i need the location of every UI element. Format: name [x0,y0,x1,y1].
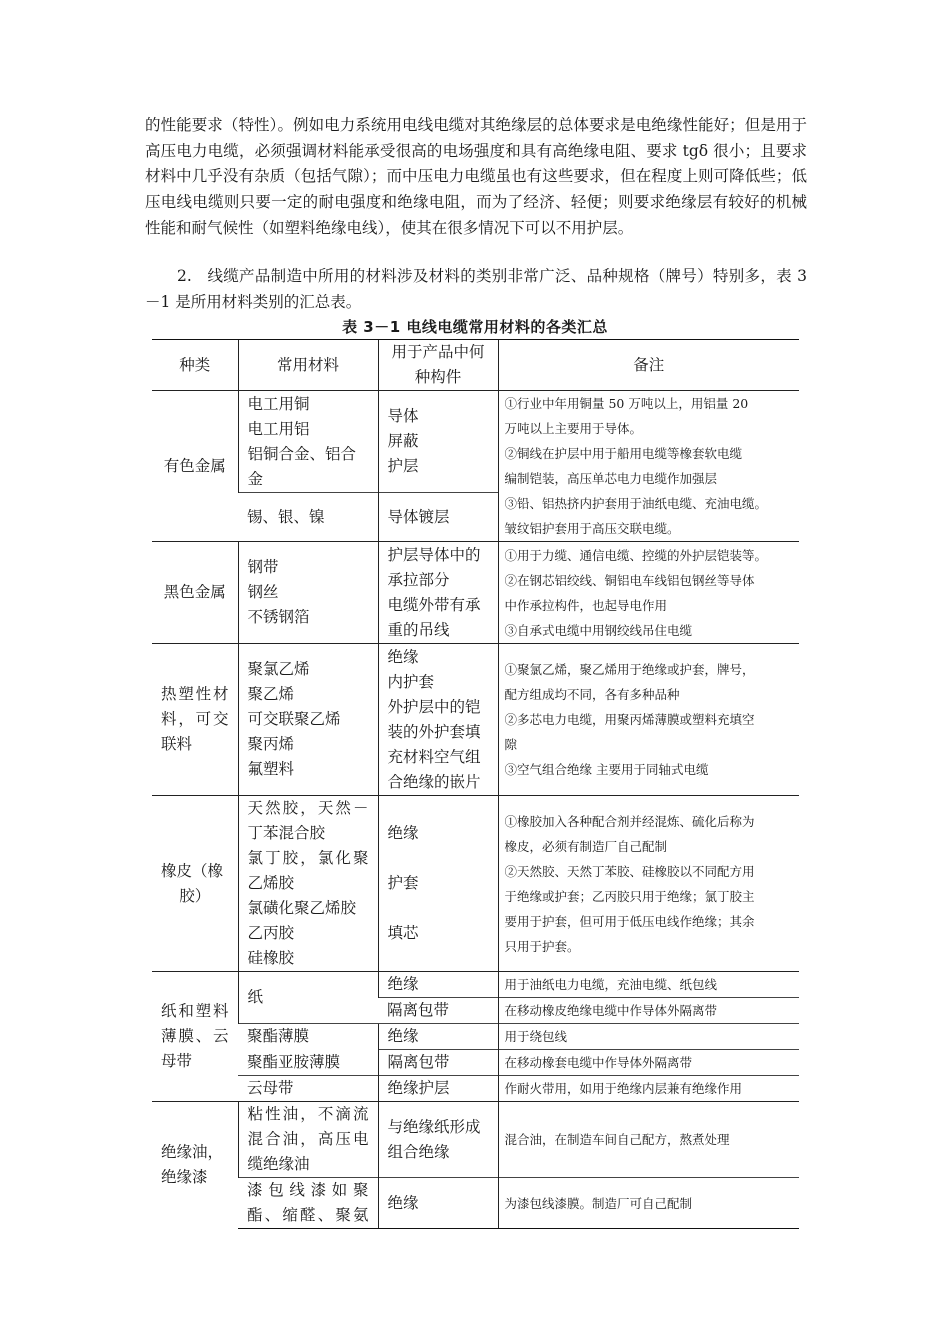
materials-thermoplastic: 聚氯乙烯 聚乙烯 可交联聚乙烯 聚丙烯 氟塑料 [238,644,378,796]
table-row-rubber [152,796,799,972]
components-thermoplastic: 绝缘 内护套 外护层中的铠 装的外护套填 充材料空气组 合绝缘的嵌片 [378,644,498,796]
table-row-paper-5 [152,1076,799,1102]
category-ferrous: 黑色金属 [152,542,238,644]
note-paper-1: 用于油纸电力电缆，充油电缆、纸包线 [498,972,799,998]
components-ferrous: 护层导体中的 承拉部分 电缆外带有承 重的吊线 [378,542,498,644]
material-paper-5: 云母带 [238,1076,378,1102]
note-oil: 混合油，在制造车间自己配方，熬煮处理 [498,1102,799,1178]
table-row-paper-3 [152,1024,799,1050]
notes-ferrous: ①用于力缆、通信电缆、控缆的外护层铠装等。 ②在钢芯铝绞线、铜铝电车线铝包钢丝等导体 中作承拉构件，也起导电作用 ③自承式电缆中用钢绞线吊住电缆 [498,542,799,644]
paragraph-number: 2. [177,267,192,285]
category-thermoplastic: 热塑性材 料，可交 联料 [152,644,238,796]
table-row-nonferrous [152,391,799,493]
note-paper-2: 在移动橡皮绝缘电缆中作导体外隔离带 [498,998,799,1024]
notes-thermoplastic: ①聚氯乙烯，聚乙烯用于绝缘或护套，牌号， 配方组成均不同，各有多种品种 ②多芯电力电缆，用聚丙烯薄膜或塑料充填空 隙 ③空气组合绝缘 主要用于同轴式电缆 [498,644,799,796]
materials-table [152,339,799,1229]
table-row-ferrous [152,542,799,644]
components-nonferrous-2: 导体镀层 [378,493,498,542]
component-paper-4: 隔离包带 [378,1050,498,1076]
header-material: 常用材料 [238,340,378,391]
component-paper-1: 绝缘 [378,972,498,998]
component-paper-5: 绝缘护层 [378,1076,498,1102]
notes-rubber: ①橡胶加入各种配合剂并经混炼、硫化后称为 橡皮，必须有制造厂自己配制 ②天然胶、天然丁苯胶、硅橡胶以不同配方用 于绝缘或护套；乙丙胶只用于绝缘；氯丁胶主 要用于护套，但可用于低压电线作绝缘；其余 只用于护套。 [498,796,799,972]
header-component: 用于产品中何 种构件 [378,340,498,391]
header-note: 备注 [498,340,799,391]
materials-ferrous: 钢带 钢丝 不锈钢箔 [238,542,378,644]
category-paper: 纸和塑料 薄膜、云 母带 [152,972,238,1102]
material-paper: 纸 [238,972,378,1024]
components-rubber: 绝缘 护套 填芯 [378,796,498,972]
materials-rubber: 天然胶，天然－ 丁苯混合胶 氯丁胶，氯化聚 乙烯胶 氯磺化聚乙烯胶 乙丙胶 硅橡胶 [238,796,378,972]
category-rubber: 橡皮（橡 胶） [152,796,238,972]
materials-nonferrous-2: 锡、银、镍 [238,493,378,542]
table-row-paper-4 [152,1050,799,1076]
components-oil: 与绝缘纸形成 组合绝缘 [378,1102,498,1178]
note-varnish: 为漆包线漆膜。制造厂可自己配制 [498,1178,799,1229]
materials-nonferrous-1: 电工用铜 电工用铝 铝铜合金、铝合 金 [238,391,378,493]
material-paper-3: 聚酯薄膜 [238,1024,378,1050]
notes-nonferrous: ①行业中年用铜量 50 万吨以上，用铝量 20 万吨以上主要用于导体。 ②铜线在护层中用于船用电缆等橡套软电缆 编制铠装，高压单芯电力电缆作加强层 ③铅、铝热挤内护套用于油纸电缆、充油电缆。 皱纹铝护套用于高压交联电缆。 [498,391,799,542]
note-paper-5: 作耐火带用，如用于绝缘内层兼有绝缘作用 [498,1076,799,1102]
components-nonferrous-1: 导体 屏蔽 护层 [378,391,498,493]
table-row-oil-2 [152,1178,799,1229]
table-row-thermoplastic [152,644,799,796]
materials-varnish: 漆包线漆如聚 酯、缩醛、聚氨 [238,1178,378,1229]
header-type: 种类 [152,340,238,391]
component-paper-2: 隔离包带 [378,998,498,1024]
table-row-oil-1 [152,1102,799,1178]
note-paper-4: 在移动橡套电缆中作导体外隔离带 [498,1050,799,1076]
material-paper-4: 聚酯亚胺薄膜 [247,1052,341,1071]
materials-oil: 粘性油，不滴流 混合油，高压电 缆绝缘油 [238,1102,378,1178]
category-oil: 绝缘油， 绝缘漆 [152,1102,238,1229]
component-paper-3: 绝缘 [378,1024,498,1050]
table-row-paper-1 [152,972,799,998]
category-nonferrous: 有色金属 [152,391,238,542]
note-paper-3: 用于绕包线 [498,1024,799,1050]
table-caption: 表 3－1 电线电缆常用材料的各类汇总 [342,318,608,336]
intro-paragraph-1: 的性能要求（特性）。例如电力系统用电线电缆对其绝缘层的总体要求是电绝缘性能好；但是用于高压电力电缆，必须强调材料能承受很高的电场强度和具有高绝缘电阻、要求 tgδ 很小；且要求材料中几乎没有杂质（包括气隙）；而中压电力电缆虽也有这些要求，但在程度上则可降低些；低压电线电缆则只要一定的耐电强度和绝缘电阻，而为了经济、轻便；则要求绝缘层有较好的机械性能和耐气候性（如塑料绝缘电线），使其在很多情况下可以不用护层。 [145,116,807,237]
paragraph-2-text: 线缆产品制造中所用的材料涉及材料的类别非常广泛、品种规格（牌号）特别多，表 3－1 是所用材料类别的汇总表。 [145,267,807,311]
components-varnish: 绝缘 [378,1178,498,1229]
intro-paragraph-2 [145,264,807,315]
table-header-row [152,340,799,391]
